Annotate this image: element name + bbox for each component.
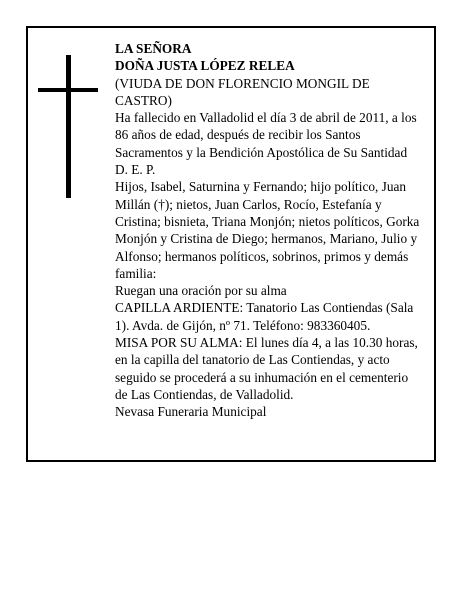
- prayer-request: Ruegan una oración por su alma: [115, 283, 287, 299]
- cross-icon: [38, 55, 98, 198]
- notice-text: [115, 40, 423, 421]
- obituary-notice: [26, 26, 436, 462]
- family-list: Hijos, Isabel, Saturnina y Fernando; hijo político, Juan Millán (†); nietos, Juan Carlos, Rocío, Estefanía y Cristina; bisnieta, Triana Monjón; nietos políticos, Gorka Monjón y Cristina de Diego; hermanos, Mariano, Julio y Alfonso; hermanos políticos, sobrinos, primos y demás familia:: [115, 179, 420, 281]
- chapel-info: CAPILLA ARDIENTE: Tanatorio Las Contiendas (Sala 1). Avda. de Gijón, nº 71. Teléfono: 983360405.: [115, 300, 414, 333]
- widow-of: (VIUDA DE DON FLORENCIO MONGIL DE CASTRO): [115, 75, 370, 108]
- funeral-home: Nevasa Funeraria Municipal: [115, 404, 267, 420]
- death-statement: Ha fallecido en Valladolid el día 3 de abril de 2011, a los 86 años de edad, después de recibir los Santos Sacramentos y la Bendición Apostólica de Su Santidad D. E. P.: [115, 110, 417, 178]
- cross-vertical-bar: [66, 55, 71, 198]
- deceased-name: DOÑA JUSTA LÓPEZ RELEA: [115, 58, 295, 74]
- title-line: LA SEÑORA: [115, 41, 192, 56]
- mass-info: MISA POR SU ALMA: El lunes día 4, a las 10.30 horas, en la capilla del tanatorio de Las Contiendas, y acto seguido se procederá a su inhumación en el cementerio de Las Contiendas, de Valladolid.: [115, 335, 418, 402]
- cross-horizontal-bar: [38, 88, 98, 92]
